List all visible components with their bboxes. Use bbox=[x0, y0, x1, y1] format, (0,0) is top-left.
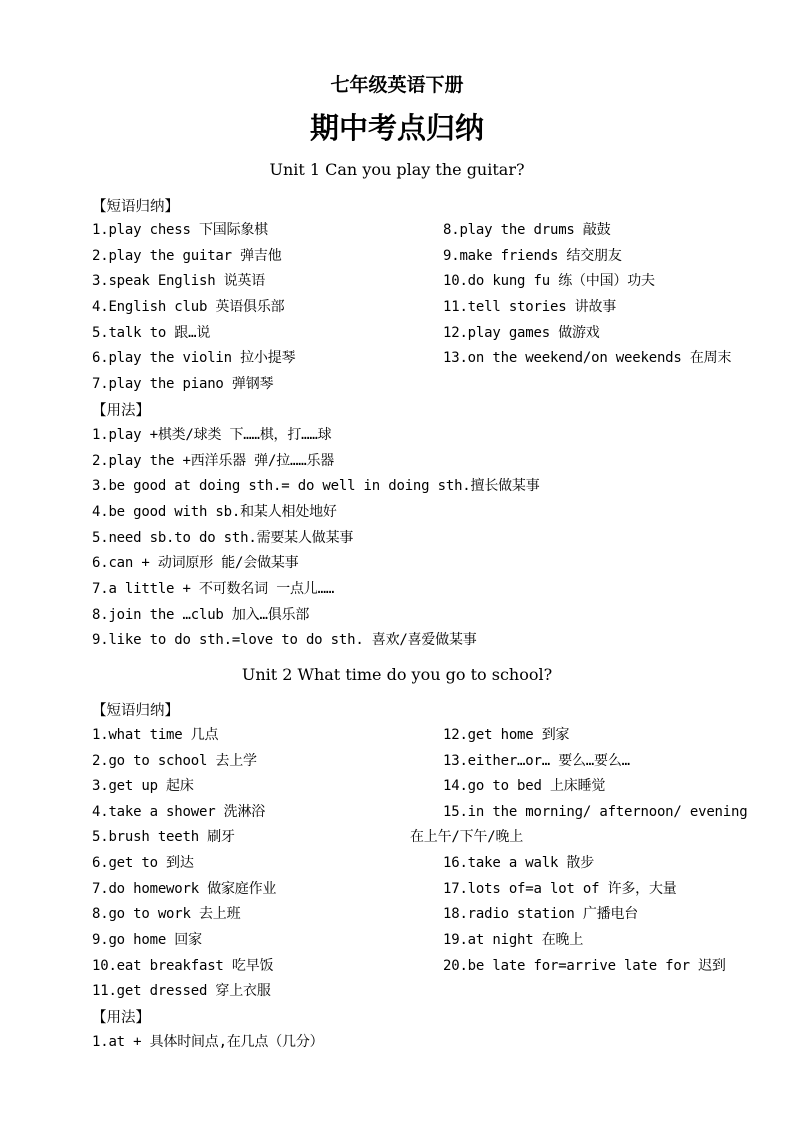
unit1-phrase-4: 4.English club 英语俱乐部 bbox=[92, 299, 285, 315]
unit1-phrase-9: 9.make friends 结交朋友 bbox=[443, 248, 622, 264]
unit1-phrase-8: 8.play the drums 敲鼓 bbox=[443, 222, 611, 238]
unit2-phrase-13: 13.either…or… 要么…要么… bbox=[443, 753, 630, 769]
unit2-phrase-3: 3.get up 起床 bbox=[92, 778, 194, 794]
unit1-phrase-2: 2.play the guitar 弹吉他 bbox=[92, 248, 282, 264]
unit2-phrase-12: 12.get home 到家 bbox=[443, 727, 570, 743]
unit2-title: Unit 2 What time do you go to school? bbox=[241, 665, 553, 684]
unit2-phrase-18: 18.radio station 广播电台 bbox=[443, 906, 639, 922]
unit1-phrase-11: 11.tell stories 讲故事 bbox=[443, 299, 617, 315]
unit1-usage-8: 8.join the …club 加入…俱乐部 bbox=[92, 607, 310, 623]
unit1-phrase-3: 3.speak English 说英语 bbox=[92, 273, 266, 289]
unit2-usage-1: 1.at + 具体时间点,在几点（几分） bbox=[92, 1034, 324, 1050]
unit2-phrase-9: 9.go home 回家 bbox=[92, 932, 202, 948]
unit1-usage-1: 1.play +棋类/球类 下……棋，打……球 bbox=[92, 427, 332, 443]
unit2-phrase-11: 11.get dressed 穿上衣服 bbox=[92, 983, 271, 999]
unit1-phrase-6: 6.play the violin 拉小提琴 bbox=[92, 350, 296, 366]
unit1-usage-4: 4.be good with sb.和某人相处地好 bbox=[92, 504, 337, 520]
unit1-title: Unit 1 Can you play the guitar? bbox=[269, 160, 525, 179]
unit1-phrase-10: 10.do kung fu 练（中国）功夫 bbox=[443, 273, 655, 289]
unit2-phrase-17: 17.lots of=a lot of 许多，大量 bbox=[443, 881, 677, 897]
unit1-phrase-12: 12.play games 做游戏 bbox=[443, 325, 600, 341]
unit2-phrase-2: 2.go to school 去上学 bbox=[92, 753, 257, 769]
unit1-phrase-7: 7.play the piano 弹钢琴 bbox=[92, 376, 274, 392]
document-subtitle: 期中考点归纳 bbox=[309, 111, 484, 145]
unit2-phrase-4: 4.take a shower 洗淋浴 bbox=[92, 804, 266, 820]
unit2-phrase-20: 20.be late for=arrive late for 迟到 bbox=[443, 958, 726, 974]
unit2-phrase-8: 8.go to work 去上班 bbox=[92, 906, 241, 922]
unit2-phrase-15: 15.in the morning/ afternoon/ evening bbox=[443, 804, 748, 820]
unit2-phrase-19: 19.at night 在晚上 bbox=[443, 932, 584, 948]
unit2-phrase-heading: 【短语归纳】 bbox=[92, 703, 179, 719]
unit2-phrase-1: 1.what time 几点 bbox=[92, 727, 219, 743]
unit2-phrase-10: 10.eat breakfast 吃早饭 bbox=[92, 958, 274, 974]
unit1-phrase-1: 1.play chess 下国际象棋 bbox=[92, 222, 268, 238]
unit2-phrase-5: 5.brush teeth 刷牙 bbox=[92, 829, 235, 845]
unit1-usage-3: 3.be good at doing sth.= do well in doing sth.擅长做某事 bbox=[92, 478, 540, 494]
unit1-phrase-5: 5.talk to 跟…说 bbox=[92, 325, 211, 341]
unit2-phrase-15-translation: 在上午/下午/晚上 bbox=[410, 829, 524, 845]
document-title: 七年级英语下册 bbox=[330, 74, 464, 96]
unit1-usage-2: 2.play the +西洋乐器 弹/拉……乐器 bbox=[92, 453, 335, 469]
unit1-phrase-13: 13.on the weekend/on weekends 在周末 bbox=[443, 350, 732, 366]
unit2-phrase-16: 16.take a walk 散步 bbox=[443, 855, 595, 871]
unit1-usage-9: 9.like to do sth.=love to do sth. 喜欢/喜爱做某事 bbox=[92, 632, 477, 648]
unit1-usage-7: 7.a little + 不可数名词 一点儿…… bbox=[92, 581, 335, 597]
unit1-usage-5: 5.need sb.to do sth.需要某人做某事 bbox=[92, 530, 354, 546]
unit2-phrase-7: 7.do homework 做家庭作业 bbox=[92, 881, 277, 897]
unit1-phrase-heading: 【短语归纳】 bbox=[92, 199, 179, 215]
unit1-usage-heading: 【用法】 bbox=[92, 403, 150, 419]
unit2-usage-heading: 【用法】 bbox=[92, 1010, 150, 1026]
unit2-phrase-14: 14.go to bed 上床睡觉 bbox=[443, 778, 606, 794]
unit2-phrase-6: 6.get to 到达 bbox=[92, 855, 194, 871]
unit1-usage-6: 6.can + 动词原形 能/会做某事 bbox=[92, 555, 299, 571]
